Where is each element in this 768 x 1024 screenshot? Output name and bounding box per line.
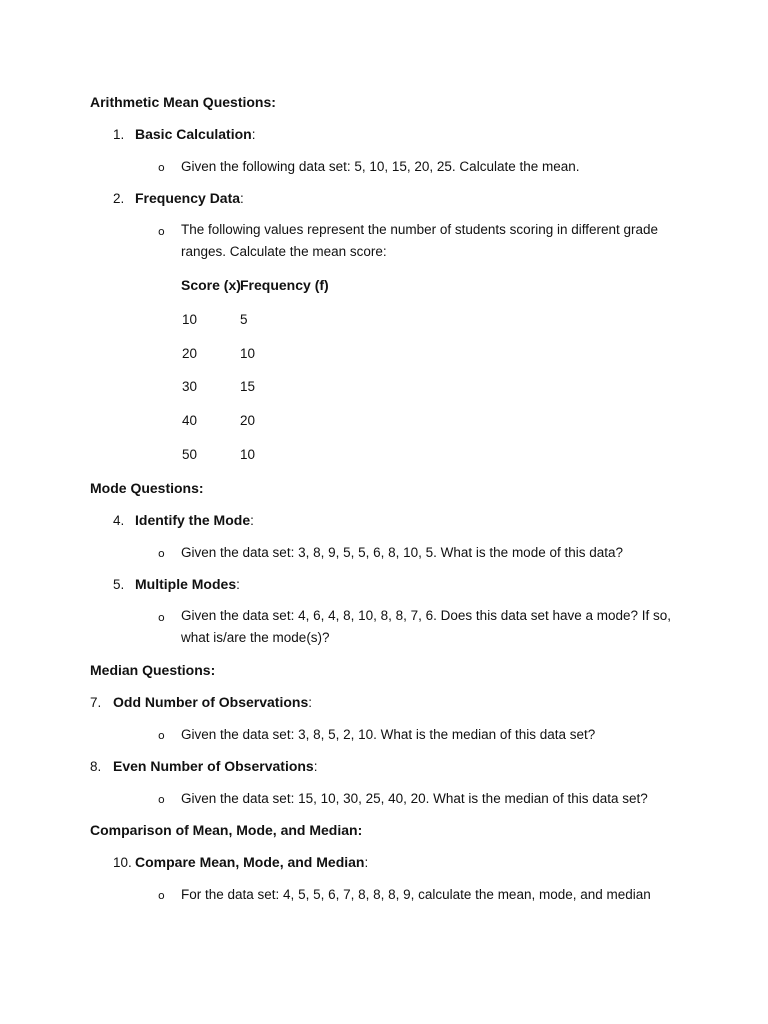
item-title-suffix: : xyxy=(313,759,318,774)
bullet-marker: o xyxy=(158,225,165,238)
table-cell-score: 20 xyxy=(182,346,198,361)
item-number: 5. xyxy=(113,577,125,592)
bullet-marker: o xyxy=(158,793,165,806)
table-cell-score: 30 xyxy=(182,379,198,394)
item-number: 8. xyxy=(90,759,102,774)
item-heading xyxy=(135,511,254,530)
item-heading xyxy=(135,575,240,594)
item-title: Compare Mean, Mode, and Median xyxy=(135,854,365,870)
item-title: Odd Number of Observations xyxy=(113,694,309,710)
item-title-suffix: : xyxy=(251,127,256,142)
table-cell-score: 40 xyxy=(182,413,198,428)
bullet-marker: o xyxy=(158,611,165,624)
item-number: 7. xyxy=(90,695,102,710)
bullet-marker: o xyxy=(158,161,165,174)
item-number: 2. xyxy=(113,191,125,206)
section-heading-comparison: Comparison of Mean, Mode, and Median: xyxy=(90,822,363,838)
item-number: 4. xyxy=(113,513,125,528)
item-title: Even Number of Observations xyxy=(113,758,314,774)
item-title-suffix: : xyxy=(364,855,369,870)
bullet-marker: o xyxy=(158,889,165,902)
item-heading xyxy=(113,757,317,776)
item-title: Frequency Data xyxy=(135,190,241,206)
table-header-score: Score (x) xyxy=(181,277,241,293)
section-heading-arithmetic-mean: Arithmetic Mean Questions: xyxy=(90,94,276,110)
item-heading xyxy=(135,125,255,144)
section-heading-mode: Mode Questions: xyxy=(90,480,204,496)
table-cell-frequency: 5 xyxy=(240,312,248,327)
table-cell-frequency: 20 xyxy=(240,413,256,428)
item-title-suffix: : xyxy=(250,513,254,528)
question-text: The following values represent the number of students scoring in different grade ranges. Calculate the mean score: xyxy=(181,222,659,259)
question-text: Given the following data set: 5, 10, 15, 20, 25. Calculate the mean. xyxy=(181,159,580,174)
item-heading xyxy=(113,693,312,712)
table-cell-score: 10 xyxy=(182,312,198,327)
bullet-marker: o xyxy=(158,547,165,560)
item-title-suffix: : xyxy=(236,577,240,592)
item-heading xyxy=(135,189,244,208)
bullet-marker: o xyxy=(158,729,165,742)
item-title-suffix: : xyxy=(240,191,244,206)
item-number: 10. xyxy=(113,855,132,870)
item-heading xyxy=(135,853,368,872)
item-number: 1. xyxy=(113,127,125,142)
question-text: Given the data set: 3, 8, 5, 2, 10. What is the median of this data set? xyxy=(181,727,596,742)
question-text: Given the data set: 15, 10, 30, 25, 40, 20. What is the median of this data set? xyxy=(181,791,648,806)
question-text: Given the data set: 3, 8, 9, 5, 5, 6, 8, 10, 5. What is the mode of this data? xyxy=(181,545,624,560)
item-title-suffix: : xyxy=(308,695,313,710)
table-cell-score: 50 xyxy=(182,447,198,462)
item-title: Multiple Modes xyxy=(135,576,237,592)
table-cell-frequency: 10 xyxy=(240,346,256,361)
table-cell-frequency: 10 xyxy=(240,447,256,462)
table-header-frequency: Frequency (f) xyxy=(240,277,329,293)
item-title: Identify the Mode xyxy=(135,512,251,528)
table-cell-frequency: 15 xyxy=(240,379,256,394)
section-heading-median: Median Questions: xyxy=(90,662,216,678)
item-title: Basic Calculation xyxy=(135,126,252,142)
question-text: Given the data set: 4, 6, 4, 8, 10, 8, 8, 7, 6. Does this data set have a mode? If so, what is/are the mode(s)? xyxy=(181,608,672,645)
question-text: For the data set: 4, 5, 5, 6, 7, 8, 8, 8, 9, calculate the mean, mode, and median xyxy=(181,887,651,902)
